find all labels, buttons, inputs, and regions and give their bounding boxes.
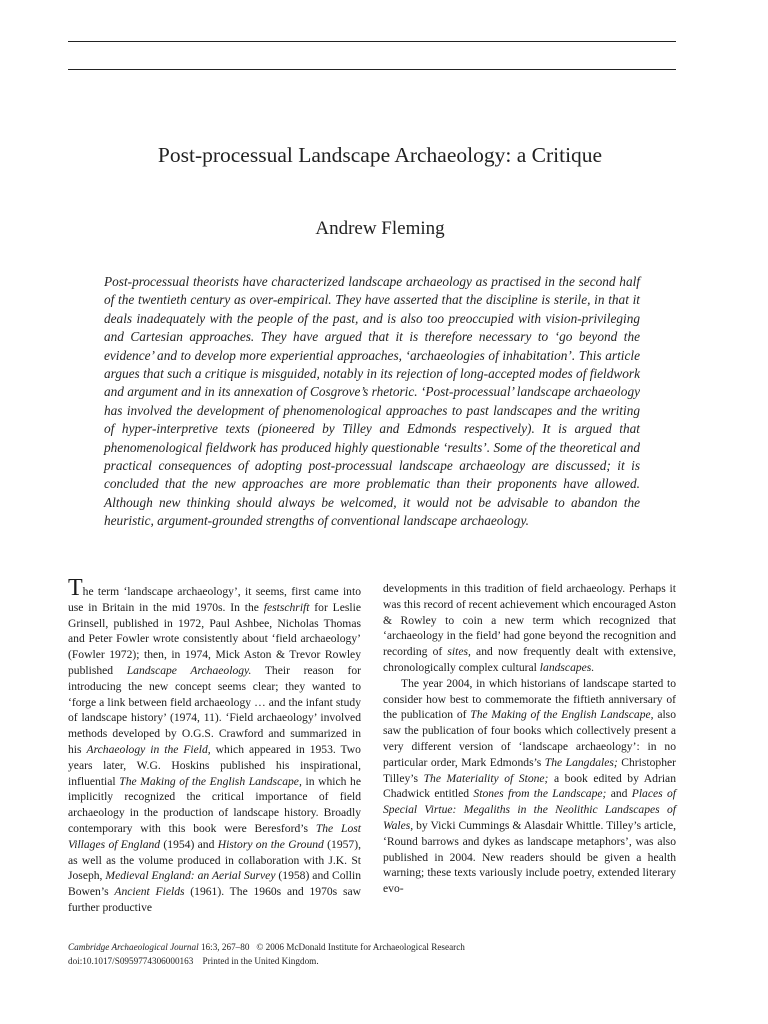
- body-column-left: [68, 575, 361, 916]
- drop-cap: T: [68, 575, 83, 601]
- abstract: Post-processual theorists have characterized landscape archaeology as practised in the second half of the twentieth century as over-empirical. They have asserted that the discipline is sterile, in that it deals inadequately with the people of the past, and is also too preoccupied with vision-privileging and Cartesian approaches. They have argued that it is therefore necessary to ‘go beyond the evidence’ and to develop more experiential approaches, ‘archaeologies of inhabitation’. This article argues that such a critique is misguided, notably in its rejection of long-accepted modes of fieldwork and argument and in its annexation of Cosgrove’s rhetoric. ‘Post-processual’ landscape archaeology has involved the development of phenomenological approaches to past landscapes and the writing of hyper-interpretive texts (pioneered by Tilley and Edmonds respectively). It is argued that phenomenological fieldwork has produced highly questionable ‘results’. Some of the theoretical and practical consequences of adopting post-processual landscape archaeology are discussed; it is concluded that the new approaches are more problematic than their proponents have allowed. Although new thinking should always be welcomed, it would not be advisable to abandon the heuristic, argument-grounded strengths of conventional landscape archaeology.: [104, 274, 641, 529]
- header-rule-top: [68, 41, 676, 42]
- journal-citation: Cambridge Archaeological Journal 16:3, 267–80 © 2006 McDonald Institute for Archaeological Research: [68, 942, 465, 952]
- body-paragraph: The year 2004, in which historians of landscape started to consider how best to commemorate the fiftieth anniversary of the publication of The Making of the English Landscape, also saw the publication of four books which collectively present a very different version of ‘landscape archaeology’: in no particular order, Mark Edmonds’s The Langdales; Christopher Tilley’s The Materiality of Stone; a book edited by Adrian Chadwick entitled Stones from the Landscape; and Places of Special Virtue: Megaliths in the Neolithic Landscapes of Wales, by Vicki Cummings & Alasdair Whittle. Tilley’s article, ‘Round barrows and dykes as landscape metaphors’, was also published in 2004. New readers should be given a health warning; these texts variously include poetry, extended literary evo-: [383, 676, 676, 896]
- body-paragraph: The term ‘landscape archaeology’, it seems, first came into use in Britain in the mid 1970s. In the festschrift for Leslie Grinsell, published in 1972, Paul Ashbee, Nicholas Thomas and Peter Fowler wrote consistently about ‘field archaeology’ (Fowler 1972); then, in 1974, Mick Aston & Trevor Rowley published Landscape Archaeology. Their reason for introducing the new concept seems clear; they wanted to ‘forge a link between field archaeology … and the infant study of landscape history’ (1974, 11). ‘Field archaeology’ involved methods developed by O.G.S. Crawford and summarized in his Archaeology in the Field, which appeared in 1953. Two years later, W.G. Hoskins published his inspirational, influential The Making of the English Landscape, in which he implicitly recognized the critical importance of field archaeology in the production of landscape history. Broadly contemporary with this book were Beresford’s The Lost Villages of England (1954) and History on the Ground (1957), as well as the volume produced in collaboration with J.K. St Joseph, Medieval England: an Aerial Survey (1958) and Collin Bowen’s Ancient Fields (1961). The 1960s and 1970s saw further productive: [68, 575, 361, 914]
- body-paragraph: developments in this tradition of field archaeology. Perhaps it was this record of recent achievement which encouraged Aston & Rowley to coin a new term which recognized that ‘archaeology in the field’ had gone beyond the recognition and recording of sites, and now frequently dealt with extensive, chronologically complex cultural landscapes.: [383, 582, 676, 674]
- page-footer: [68, 941, 668, 968]
- doi-line: doi:10.1017/S0959774306000163 Printed in the United Kingdom.: [68, 955, 319, 966]
- body-column-right: [383, 581, 676, 897]
- copyright-notice: © 2006 McDonald Institute for Archaeological Research: [256, 942, 465, 952]
- author-name: Andrew Fleming: [315, 218, 445, 239]
- header-rule-bottom: [68, 69, 676, 70]
- article-title: Post-processual Landscape Archaeology: a Critique: [157, 143, 603, 167]
